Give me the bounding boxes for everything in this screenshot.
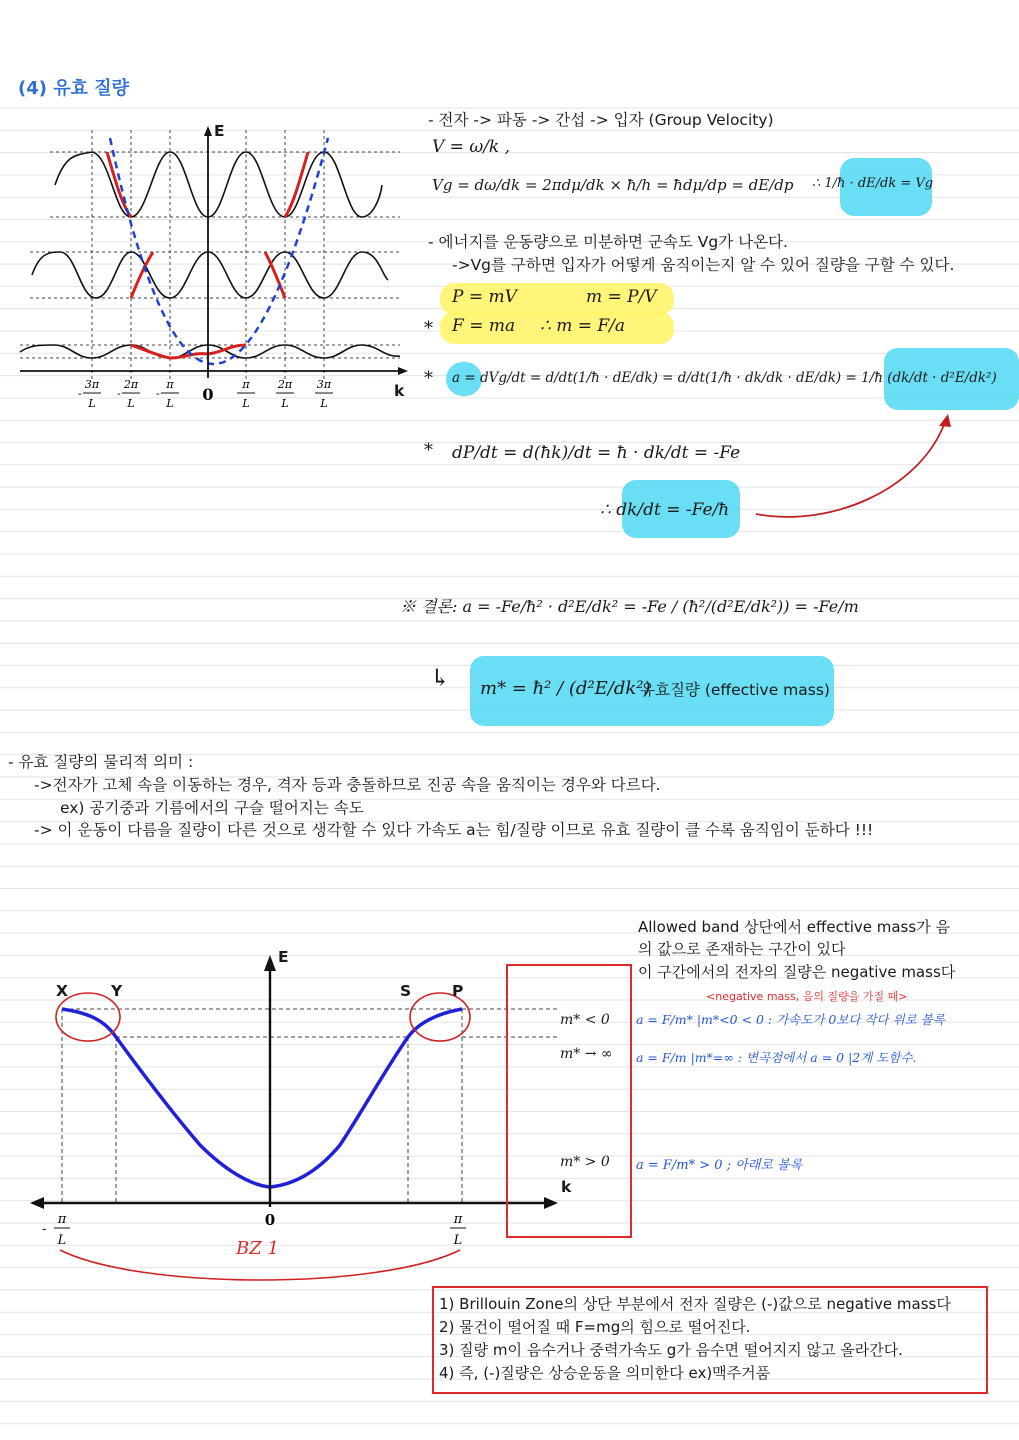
note-energy-derivative: - 에너지를 운동량으로 미분하면 군속도 Vg가 나온다.	[428, 233, 788, 251]
point-x: X	[56, 982, 68, 1000]
fig1-tick-4: π	[242, 378, 250, 391]
note-group-velocity: - 전자 -> 파동 -> 간섭 -> 입자 (Group Velocity)	[428, 111, 774, 129]
eq-accel-negative: a = F/m* |m*<0 < 0 : 가속도가 0보다 작다 위로 볼록	[636, 1012, 945, 1027]
eq-acceleration: a = dVg/dt = d/dt(1/ħ · dE/dk) = d/dt(1/ħ · dk/dk · dE/dk) = 1/ħ (dk/dt · d²E/dk²)	[452, 370, 997, 386]
fig2-tick-den-left: L	[57, 1233, 67, 1248]
eq-group-velocity: Vg = dω/dk = 2πdμ/dk × ħ/h = ħdμ/dp = dE/dp	[432, 176, 794, 194]
eq-mass-pv: m = P/V	[586, 287, 657, 307]
fig1-e-label: E	[214, 122, 225, 140]
eq-group-velocity-result: ∴ 1/ħ · dE/dk = Vg	[812, 176, 934, 191]
band-diagram-periodic	[10, 120, 420, 420]
eq-dp-dt: dP/dt = d(ħk)/dt = ħ · dk/dt = -Fe	[452, 443, 741, 463]
fig1-tick-minus-0: -	[78, 387, 82, 400]
fig1-tick-5: 2π	[277, 378, 293, 391]
eq-force: F = ma	[452, 316, 516, 336]
eq-mass-fa: ∴ m = F/a	[540, 316, 626, 336]
fig2-e-label: E	[278, 948, 289, 966]
fig1-tick-0: 3π	[84, 378, 100, 391]
summary-line-3: 3) 질량 m이 음수거나 중력가속도 g가 음수면 떨어지지 않고 올라간다.	[439, 1341, 903, 1359]
effective-mass-region-box	[506, 964, 632, 1238]
band-note-2: 의 값으로 존재하는 구간이 있다	[638, 940, 846, 958]
free-electron-parabola	[110, 138, 328, 364]
eq-effective-mass: m* = ħ² / (d²E/dk²)	[480, 678, 651, 699]
band-curve	[62, 1009, 462, 1187]
star-mark-1: *	[424, 318, 433, 339]
arrow-mark: ↳	[430, 664, 451, 692]
meaning-line-4: -> 이 운동이 다름을 질량이 다른 것으로 생각할 수 있다 가속도 a는 힘/질량 이므로 유효 질량이 클 수록 움직임이 둔하다 !!!	[34, 821, 874, 839]
label-m-infinite: m* → ∞	[560, 1046, 613, 1062]
fig1-tick-den-4: L	[242, 397, 250, 410]
fig1-k-label: k	[394, 382, 405, 400]
wave-band-3	[55, 152, 382, 217]
fig2-tick-num-right: π	[453, 1212, 463, 1227]
fig2-k-label: k	[561, 1178, 572, 1196]
fig1-tick-den-6: L	[320, 397, 328, 410]
eq-dk-dt: ∴ dk/dt = -Fe/ħ	[600, 500, 730, 520]
summary-line-1: 1) Brillouin Zone의 상단 부분에서 전자 질량은 (-)값으로 negative mass다	[439, 1295, 951, 1313]
page-title: (4) 유효 질량	[18, 78, 130, 99]
fig1-tick-den-1: L	[127, 397, 135, 410]
effective-mass-label: 유효질량 (effective mass)	[640, 681, 830, 699]
fig2-tick-num-left: π	[57, 1212, 67, 1227]
summary-box	[432, 1286, 988, 1394]
fig1-tick-den-0: L	[88, 397, 96, 410]
negative-mass-note: <negative mass, 음의 질량을 가질 때>	[706, 990, 908, 1003]
fig2-tick-den-right: L	[453, 1233, 463, 1248]
wave-band-2	[32, 252, 388, 298]
fig2-tick-zero: 0	[264, 1211, 276, 1229]
band-note-1: Allowed band 상단에서 effective mass가 음	[638, 918, 950, 936]
fig1-tick-minus-1: -	[117, 387, 121, 400]
label-m-positive: m* > 0	[560, 1154, 610, 1170]
fig1-tick-den-2: L	[166, 397, 174, 410]
fig1-tick-3: 0	[202, 385, 214, 404]
arrow-to-acceleration	[740, 410, 960, 530]
meaning-line-2: ->전자가 고체 속을 이동하는 경우, 격자 등과 충돌하므로 진공 속을 움직이는 경우와 다르다.	[34, 776, 661, 794]
summary-line-4: 4) 즉, (-)질량은 상승운동을 의미한다 ex)맥주거품	[439, 1364, 771, 1382]
label-m-negative: m* < 0	[560, 1012, 610, 1028]
fig2-tick-minus: -	[42, 1222, 47, 1237]
fig1-tick-2: π	[166, 378, 174, 391]
fig1-tick-den-5: L	[281, 397, 289, 410]
fig1-tick-minus-2: -	[156, 387, 160, 400]
point-p: P	[452, 982, 464, 1000]
star-mark-2: *	[424, 368, 433, 389]
fig1-tick-6: 3π	[316, 378, 332, 391]
eq-conclusion: ※ 결론: a = -Fe/ħ² · d²E/dk² = -Fe / (ħ²/(d²E/dk²)) = -Fe/m	[400, 597, 859, 616]
bz-label: BZ 1	[236, 1238, 279, 1259]
point-s: S	[400, 982, 412, 1000]
note-vg-mass: ->Vg를 구하면 입자가 어떻게 움직이는지 알 수 있어 질량을 구할 수 있다.	[452, 256, 955, 274]
point-y: Y	[111, 982, 123, 1000]
band-note-3: 이 구간에서의 전자의 질량은 negative mass다	[638, 963, 956, 981]
eq-accel-positive: a = F/m* > 0 ; 아래로 볼록	[636, 1158, 803, 1173]
summary-line-2: 2) 물건이 떨어질 때 F=mg의 힘으로 떨어진다.	[439, 1318, 751, 1336]
eq-phase-velocity: V = ω/k ,	[432, 137, 511, 157]
meaning-heading: - 유효 질량의 물리적 의미 :	[8, 753, 194, 771]
eq-accel-infinite: a = F/m |m*=∞ : 변곡점에서 a = 0 |2계 도함수.	[636, 1050, 917, 1065]
fig1-tick-1: 2π	[123, 378, 139, 391]
eq-momentum: P = mV	[452, 287, 517, 307]
meaning-line-3: ex) 공기중과 기름에서의 구슬 떨어지는 속도	[60, 799, 364, 817]
wave-band-1	[20, 345, 400, 358]
star-mark-3: *	[424, 440, 433, 461]
